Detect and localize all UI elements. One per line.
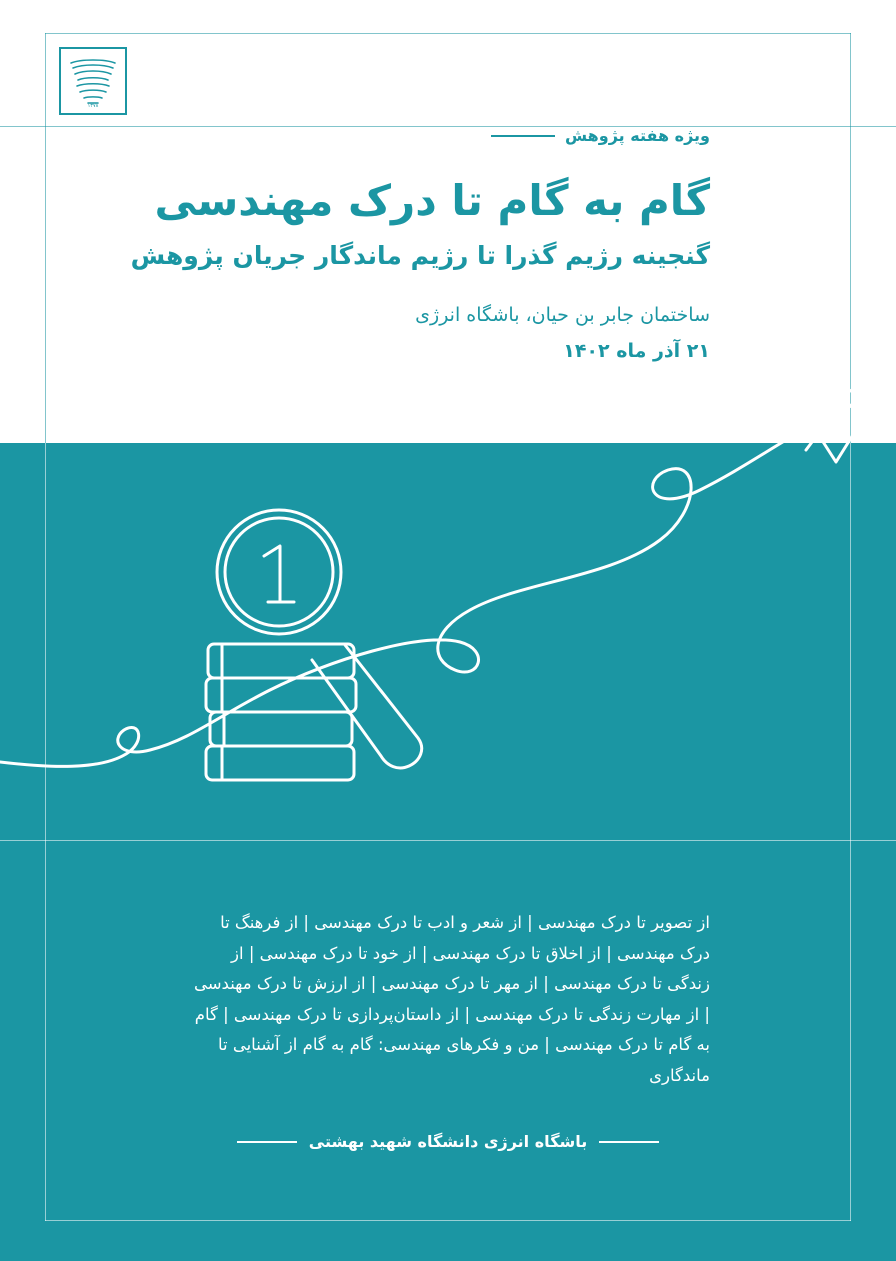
frame-rule-right-bottom [850, 443, 851, 1221]
frame-rule-left-top [45, 33, 46, 443]
page-title: گام به گام تا درک مهندسی [154, 176, 710, 225]
frame-rule-left-bottom [45, 443, 46, 1221]
title-block [90, 175, 710, 366]
eyebrow [491, 126, 710, 145]
eyebrow-label: ویژه هفته پژوهش [565, 126, 710, 145]
svg-text:۱۳۷۸: ۱۳۷۸ [87, 103, 99, 109]
footer-divider-left [237, 1141, 297, 1143]
frame-rule-bottom [45, 1220, 851, 1221]
frame-rule-right-top [850, 33, 851, 443]
venue-text: ساختمان جابر بن حیان، باشگاه انرژی [415, 303, 710, 326]
footer-label: باشگاه انرژی دانشگاه شهید بهشتی [308, 1132, 588, 1151]
date-text: ۲۱ آذر ماه ۱۴۰۲ [563, 340, 710, 362]
page-subtitle: گنجینه رژیم گذرا تا رژیم ماندگار جریان پژوهش [130, 240, 710, 270]
footer-divider-right [599, 1141, 659, 1143]
frame-rule-top [45, 33, 851, 34]
frame-rule-lower [0, 840, 896, 841]
frame-rule-middle [0, 126, 896, 127]
university-logo [59, 47, 127, 115]
eyebrow-divider [491, 135, 555, 137]
footer [0, 1132, 896, 1151]
topics-paragraph: از تصویر تا درک مهندسی | از شعر و ادب تا درک مهندسی | از فرهنگ تا درک مهندسی | از اخلاق تا درک مهندسی | از خود تا درک مهندسی | از زندگی تا درک مهندسی | از مهر تا درک مهندسی | از ارزش تا درک مهندسی | از مهارت زندگی تا درک مهندسی | از داستان‌پردازی تا درک مهندسی | گام به گام تا درک مهندسی | من و فکرهای مهندسی: گام به گام از آشنایی تا ماندگاری [193, 913, 710, 1085]
